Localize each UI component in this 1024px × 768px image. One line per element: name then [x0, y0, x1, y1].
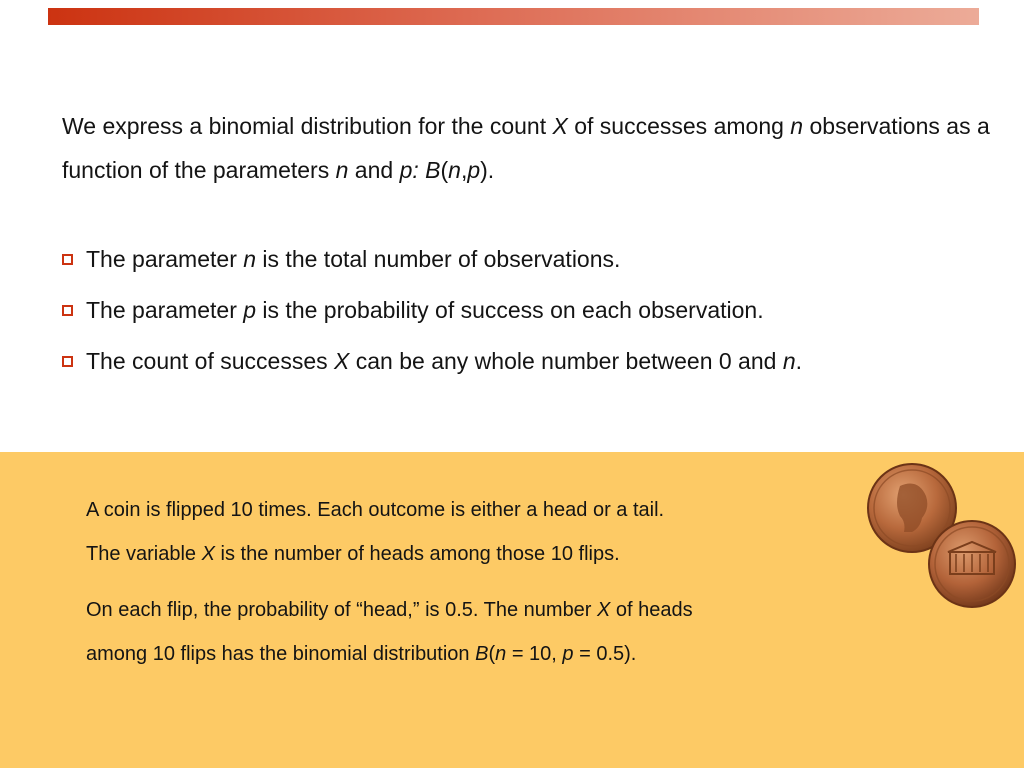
- example-line-4-open: (: [488, 643, 496, 665]
- intro-paragraph: [62, 104, 1002, 192]
- bullet-2-var: X: [334, 348, 350, 374]
- example-line-1-text: A coin is flipped 10 times. Each outcome is either a head or a tail.: [86, 499, 665, 521]
- example-line-4-pre: among 10 flips has the binomial distribution: [86, 643, 476, 665]
- intro-text-5: (: [440, 157, 449, 183]
- bullet-1-pre: The parameter: [86, 297, 244, 323]
- example-line-4-end: = 0.5).: [573, 643, 637, 665]
- bullet-1-var: p: [243, 297, 257, 323]
- example-line-4-b: B: [475, 643, 489, 665]
- bullet-0-pre: The parameter: [86, 246, 244, 272]
- intro-text-4: and: [348, 157, 400, 183]
- example-line-1: [86, 488, 876, 532]
- coin-example-panel: [0, 452, 1024, 768]
- pennies-illustration: [860, 456, 1024, 618]
- example-line-4-n: n: [495, 643, 507, 665]
- intro-text-1: We express a binomial distribution for the count: [62, 113, 553, 139]
- example-line-4-mid: = 10,: [506, 643, 563, 665]
- bullet-text-n: [86, 246, 620, 273]
- parameter-bullet-list: [62, 234, 1002, 387]
- hollow-square-bullet-icon: [62, 305, 73, 316]
- intro-var-n3: n: [448, 157, 461, 183]
- example-line-4: [86, 632, 876, 676]
- example-line-2-post: is the number of heads among those 10 flips.: [214, 543, 620, 565]
- bullet-item-p: [62, 285, 1002, 336]
- intro-text-7: ).: [480, 157, 495, 183]
- intro-var-x: X: [552, 113, 568, 139]
- example-line-4-p: p: [562, 643, 574, 665]
- bullet-2-post: can be any whole number between 0 and: [349, 348, 783, 374]
- example-line-2-var: X: [201, 543, 215, 565]
- hollow-square-bullet-icon: [62, 356, 73, 367]
- bullet-0-var: n: [243, 246, 257, 272]
- bullet-1-post: is the probability of success on each observation.: [256, 297, 764, 323]
- example-line-3: [86, 588, 876, 632]
- intro-var-p2: p: [467, 157, 481, 183]
- bullet-2-pre: The count of successes: [86, 348, 335, 374]
- example-line-3-post: of heads: [610, 599, 693, 621]
- intro-var-p-b: p: B: [399, 157, 441, 183]
- intro-text-2: of successes among: [567, 113, 791, 139]
- example-text-block: [86, 488, 876, 676]
- intro-var-n2: n: [335, 157, 349, 183]
- example-line-3-pre: On each flip, the probability of “head,” is 0.5. The number: [86, 599, 598, 621]
- intro-var-n: n: [790, 113, 804, 139]
- bullet-2-var2: n: [782, 348, 796, 374]
- bullet-2-post2: .: [795, 348, 803, 374]
- bullet-item-n: [62, 234, 1002, 285]
- penny-tails-icon: [929, 521, 1015, 607]
- example-line-2-pre: The variable: [86, 543, 202, 565]
- bullet-0-post: is the total number of observations.: [256, 246, 621, 272]
- example-line-2: [86, 532, 876, 576]
- bullet-text-x: [86, 348, 802, 375]
- bullet-text-p: [86, 297, 764, 324]
- example-line-3-var: X: [597, 599, 611, 621]
- hollow-square-bullet-icon: [62, 254, 73, 265]
- intro-text-3: observations as a function of the parameters: [62, 113, 990, 183]
- bullet-item-x: [62, 336, 1002, 387]
- top-accent-bar: [48, 8, 979, 25]
- intro-text-6: ,: [460, 157, 468, 183]
